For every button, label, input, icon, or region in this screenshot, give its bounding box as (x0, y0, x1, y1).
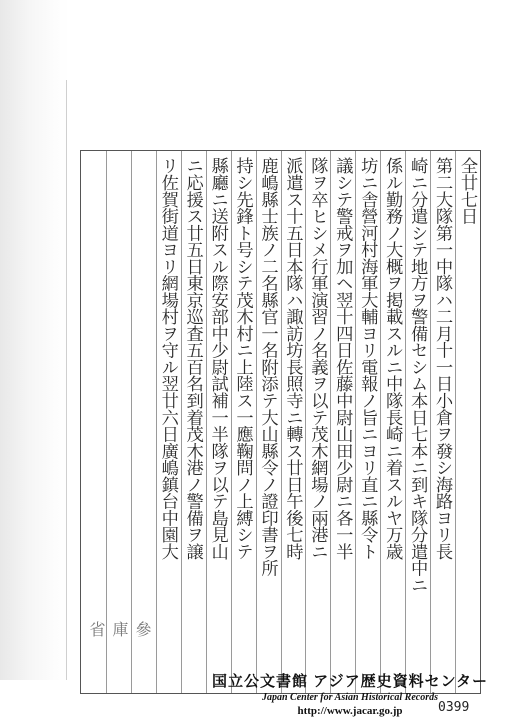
column-rule (106, 151, 107, 693)
text-column-1: 全廿七日 (457, 157, 477, 225)
text-column-13: リ佐賀街道ヨリ網場村ヲ守ル翌廿六日廣嶋鎮台中園大 (157, 157, 178, 560)
text-column-5: 坊ニ舎營河村海軍大輔ヨリ電報ノ旨ニヨリ直ニ縣令ト (357, 157, 378, 560)
text-column-3: 崎ニ分遣シテ地方ヲ警備セシム本日七本ニ到キ隊分遣中ニ (407, 157, 428, 594)
column-rule (131, 151, 132, 693)
page-number: 0399 (438, 700, 470, 715)
archive-banner (190, 673, 510, 723)
page-binding-shadow (0, 0, 70, 680)
text-column-4: 係ル勤務ノ大概ヲ掲載スルニ中隊長崎ニ着スルヤ万歳 (382, 157, 403, 560)
text-column-11: 縣廳ニ送附スル際安部中少尉試補一半隊ヲ以テ島見山 (207, 157, 228, 560)
archive-url: http://www.jacar.go.jp (297, 705, 403, 717)
archive-name-en: Japan Center for Asian Historical Records (261, 692, 439, 703)
text-column-7: 隊ヲ卒ヒシメ行軍演習ノ名義ヲ以テ茂木網場ノ兩港ニ (307, 157, 328, 560)
text-column-8: 派遣ス十五日本隊ハ諏訪坊長照寺ニ轉ス廿日午後七時 (282, 157, 303, 560)
ruled-frame (80, 150, 481, 694)
page-edge (66, 80, 67, 680)
text-column-12: ニ応援ス廿五日東京巡査五百名到着茂木港ノ警備ヲ譲 (182, 157, 203, 560)
text-column-2: 第二大隊第一中隊ハ二月十一日小倉ヲ發シ海路ヨリ長 (432, 157, 453, 560)
text-column-6: 議シテ警戒ヲ加ヘ翌十四日佐藤中尉山田少尉ニ各一半 (332, 157, 353, 560)
margin-mark: 參 庫 省 (87, 621, 152, 647)
text-column-10: 持シ先鋒ト号シテ茂木村ニ上陸ス一應鞠問ノ上縛シテ (232, 157, 253, 560)
text-column-9: 鹿嶋縣士族ノ二名縣官一名附添テ大山縣令ノ證印書ヲ所 (257, 157, 278, 577)
archive-name-jp: 国立公文書館 アジア歴史資料センター (212, 673, 488, 690)
